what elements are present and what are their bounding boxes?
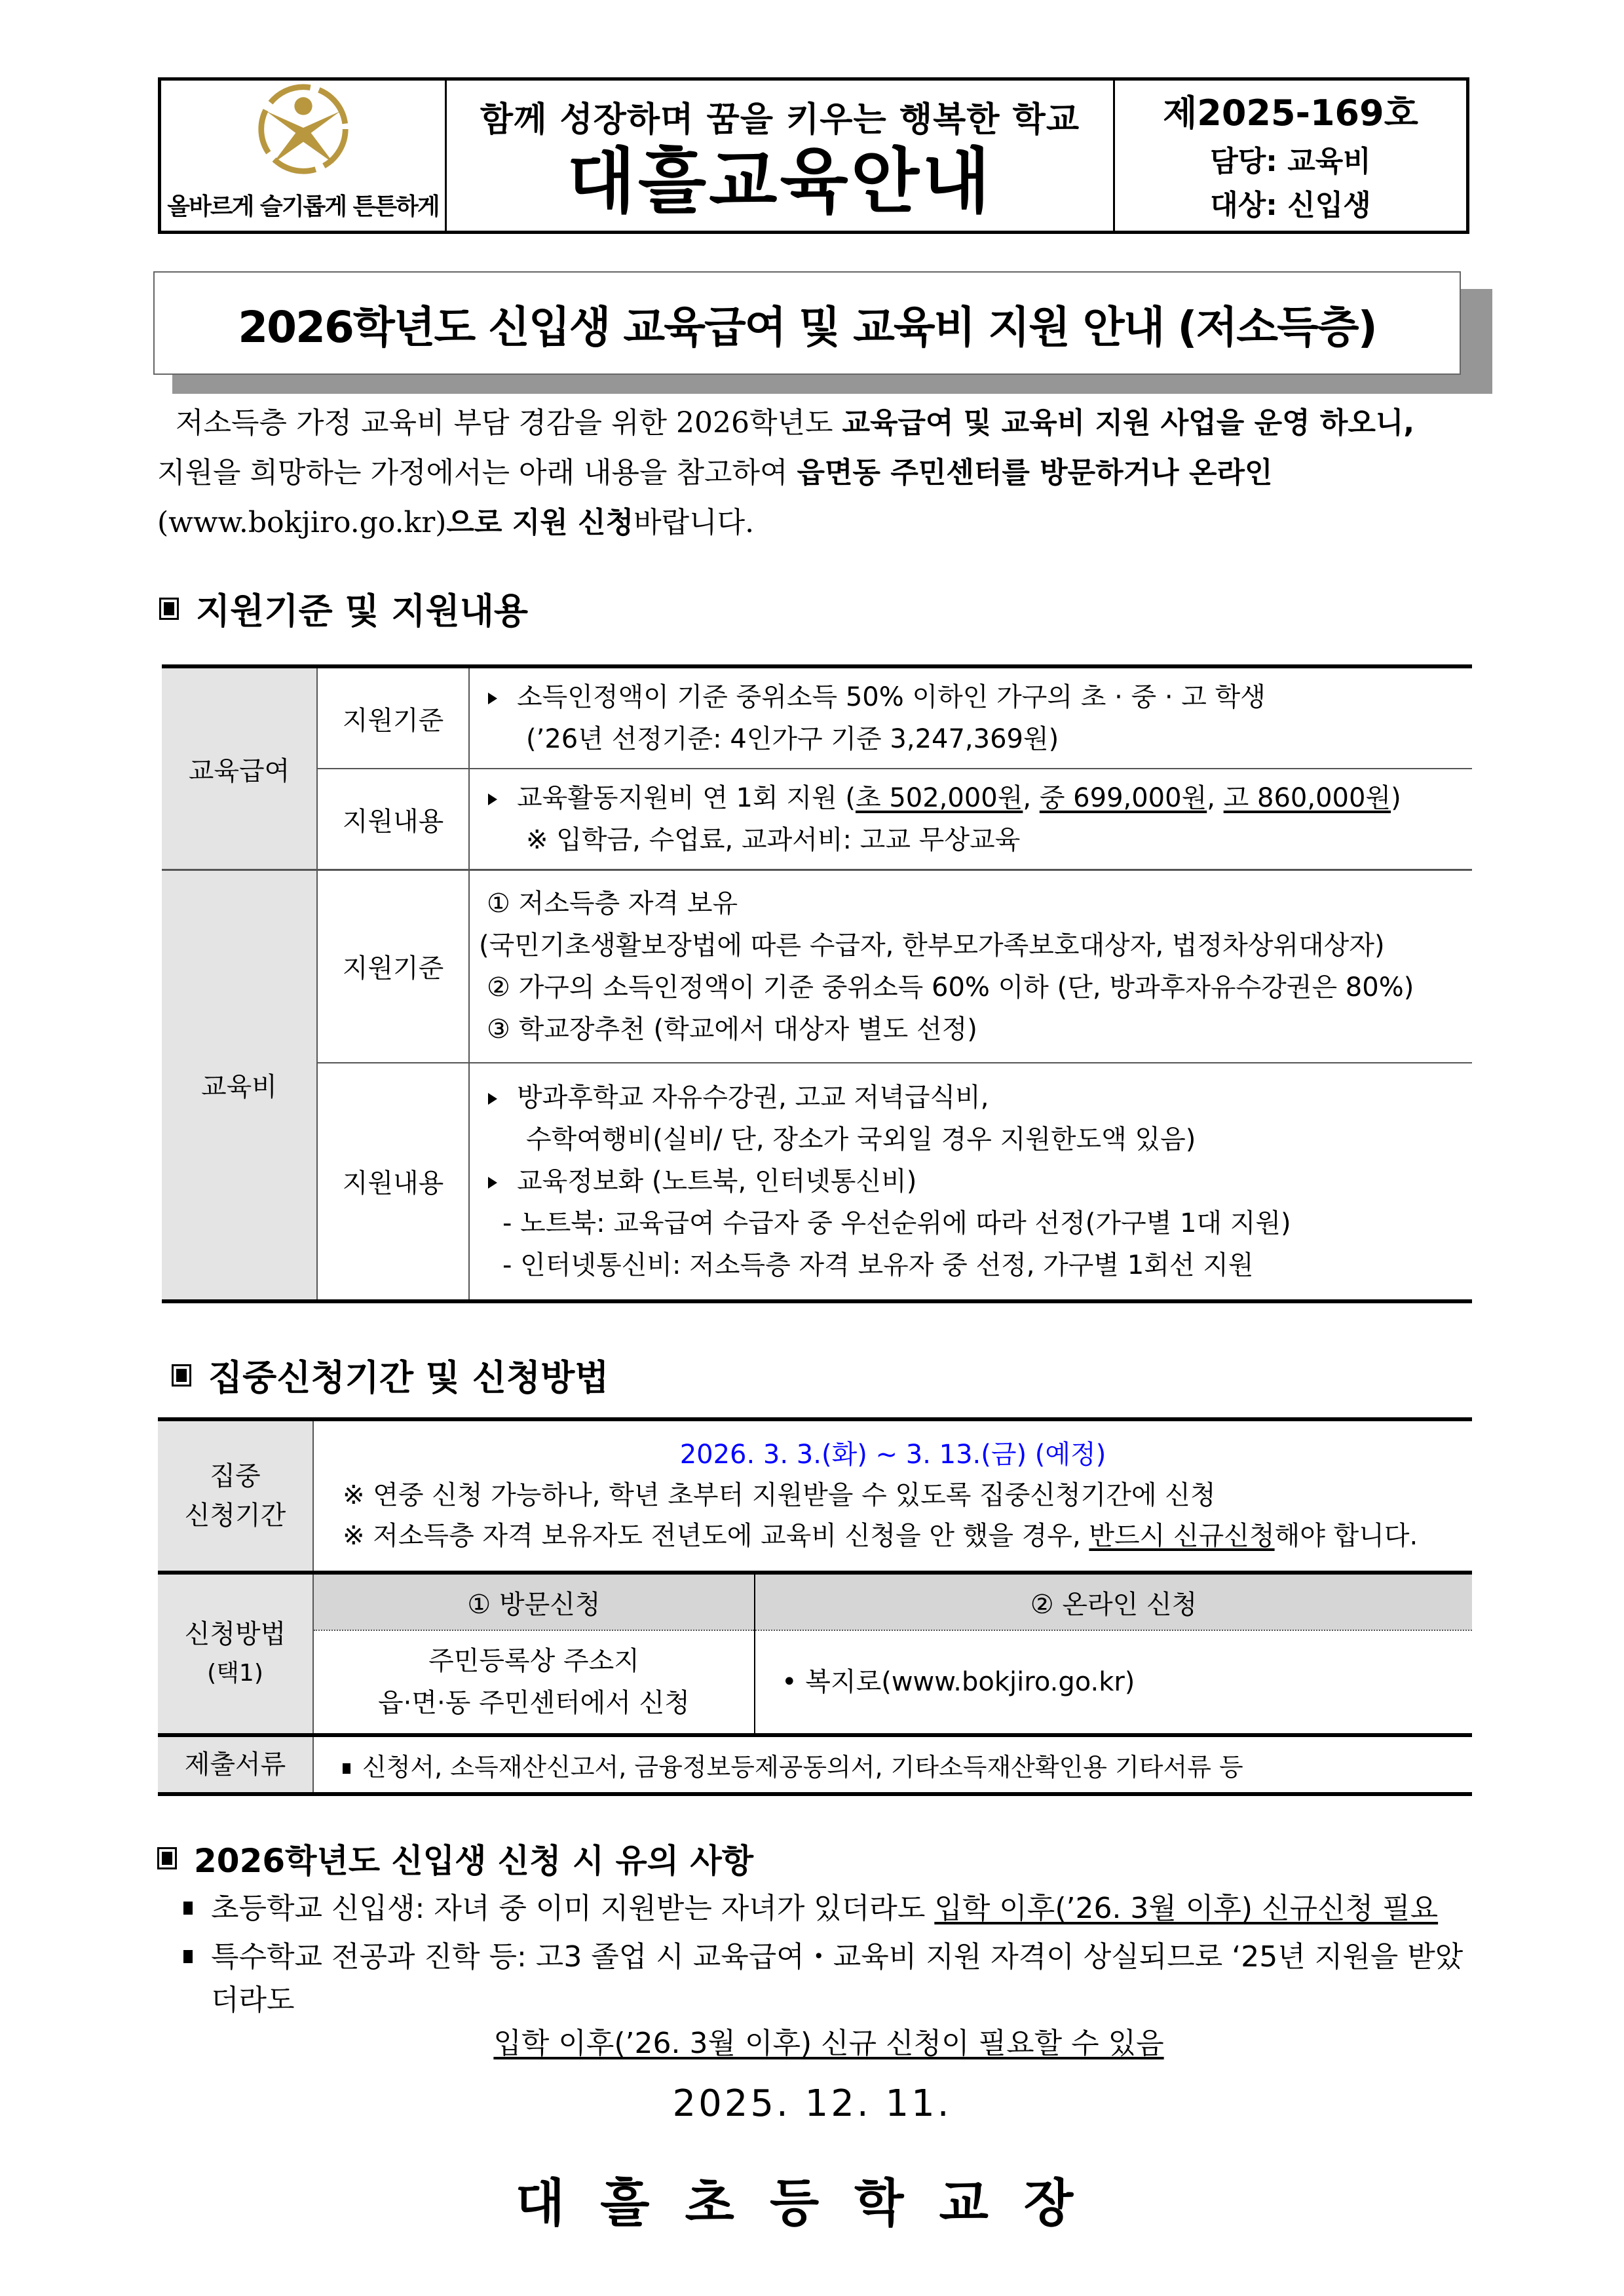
section-heading-notes: [157, 1835, 753, 1882]
period-note-2: ※ 저소득층 자격 보유자도 전년도에 교육비 신청을 안 했을 경우, 반드시 신규신청해야 합니다.: [343, 1521, 1418, 1551]
category-education-benefit: 교육급여: [162, 666, 317, 870]
application-period-cell: [313, 1419, 1472, 1573]
period-note-1: ※ 연중 신청 가능하나, 학년 초부터 지원받을 수 있도록 집중신청기간에 신청: [343, 1480, 1216, 1510]
section-bullet-icon: [159, 598, 179, 620]
square-bullet-icon: [183, 1950, 193, 1963]
edu-benefit-content: 교육활동지원비 연 1회 지원 (초 502,000원, 중 699,000원, 고 860,000원) ※ 입학금, 수업료, 교과서비: 고교 무상교육: [469, 769, 1472, 870]
method-visit-detail: 주민등록상 주소지 읍·면·동 주민센터에서 신청: [313, 1630, 755, 1735]
in-charge: 담당: 교육비: [1210, 144, 1371, 178]
category-education-expense: 교육비: [162, 870, 317, 1301]
label-application-period: 집중 신청기간: [158, 1419, 313, 1573]
section-heading-text: 집중신청기간 및 신청방법: [208, 1357, 609, 1398]
school-slogan: 함께 성장하며 꿈을 키우는 행복한 학교: [480, 100, 1080, 140]
method-online-detail: • 복지로(www.bokjiro.go.kr): [782, 1667, 1135, 1697]
note-item: 초등학교 신입생: 자녀 중 이미 지원받는 자녀가 있더라도 입학 이후(’26. 3월 이후) 신규신청 필요: [176, 1887, 1486, 1930]
intro-text: 지원을 희망하는 가정에서는 아래 내용을 참고하여: [157, 456, 797, 489]
section-heading-text: 2026학년도 신입생 신청 시 유의 사항: [194, 1842, 754, 1880]
document-title: 2026학년도 신입생 교육급여 및 교육비 지원 안내 (저소득층): [238, 301, 1376, 353]
support-criteria-table: [162, 664, 1472, 1303]
intro-text: 저소득층 가정 교육비 부담 경감을 위한 2026학년도: [175, 406, 842, 440]
required-documents: 신청서, 소득재산신고서, 금융정보등제공동의서, 기타소득재산확인용 기타서류 등: [313, 1735, 1472, 1794]
intro-emphasis: 교육급여 및 교육비 지원 사업을 운영 하오니,: [842, 406, 1415, 440]
school-emblem-icon: [251, 81, 356, 176]
intro-emphasis: 읍면동 주민센터를 방문하거나 온라인: [797, 456, 1273, 489]
intro-paragraph: [157, 398, 1471, 548]
label-content: 지원내용: [317, 769, 469, 870]
label-criteria: 지원기준: [317, 666, 469, 769]
notes-list: [176, 1887, 1486, 2065]
label-application-method: 신청방법 (택1): [158, 1573, 313, 1735]
school-logo-cell: [161, 81, 447, 231]
section-heading-application: [172, 1350, 609, 1400]
edu-benefit-criteria: 소득인정액이 기준 중위소득 50% 이하인 가구의 초 · 중 · 고 학생 (’26년 선정기준: 4인가구 기준 3,247,369원): [469, 666, 1472, 769]
label-documents: 제출서류: [158, 1735, 313, 1794]
square-bullet-icon: [183, 1902, 193, 1915]
issue-date: 2025. 12. 11.: [672, 2082, 952, 2125]
section-bullet-icon: [172, 1364, 191, 1387]
bokjiro-url: (www.bokjiro.go.kr): [157, 506, 447, 539]
note-item: 특수학교 전공과 진학 등: 고3 졸업 시 교육급여・교육비 지원 자격이 상실되므로 ‘25년 지원을 받았더라도 입학 이후(’26. 3월 이후) 신규 신청이 필요할 수 있음: [176, 1936, 1486, 2065]
triangle-bullet-icon: [488, 794, 497, 805]
document-header: [158, 77, 1469, 234]
section-heading-criteria: [159, 583, 528, 634]
edu-expense-content: 방과후학교 자유수강권, 고교 저녁급식비, 수학여행비(실비/ 단, 장소가 국외일 경우 지원한도액 있음) 교육정보화 (노트북, 인터넷통신비) - 노트북: 교육급여 수급자 중 우선순위에 따라 선정(가구별 1대 지원) - 인터넷통신비: 저소득층 자격 보유자 중 선정, 가구별 1회선 지원: [469, 1063, 1472, 1301]
header-meta-cell: [1115, 81, 1466, 231]
label-criteria: 지원기준: [317, 870, 469, 1063]
intro-text: 바랍니다.: [633, 506, 755, 539]
triangle-bullet-icon: [488, 1177, 497, 1189]
principal-signature: 대흘초등학교장: [515, 2174, 1109, 2233]
method-online-header: ② 온라인 신청: [755, 1573, 1472, 1630]
square-bullet-icon: [343, 1763, 350, 1774]
section-bullet-icon: [157, 1847, 177, 1869]
school-motto: 올바르게 슬기롭게 튼튼하게: [167, 193, 439, 220]
triangle-bullet-icon: [488, 1093, 497, 1105]
triangle-bullet-icon: [488, 693, 497, 704]
title-banner: [153, 271, 1461, 375]
target-audience: 대상: 신입생: [1210, 188, 1371, 222]
header-title-cell: [447, 81, 1115, 231]
label-content: 지원내용: [317, 1063, 469, 1301]
application-dates: 2026. 3. 3.(화) ~ 3. 13.(금) (예정): [679, 1440, 1106, 1470]
issue-number: 제2025-169호: [1163, 92, 1418, 134]
application-table: [158, 1417, 1472, 1796]
section-heading-text: 지원기준 및 지원내용: [196, 590, 529, 632]
intro-emphasis: 으로 지원 신청: [446, 506, 634, 539]
newsletter-title: 대흘교육안내: [567, 141, 993, 223]
edu-expense-criteria: ① 저소득층 자격 보유 (국민기초생활보장법에 따른 수급자, 한부모가족보호대상자, 법정차상위대상자) ② 가구의 소득인정액이 기준 중위소득 60% 이하 (단, 방과후자유수강권은 80%) ③ 학교장추천 (학교에서 대상자 별도 선정): [469, 870, 1472, 1063]
method-visit-header: ① 방문신청: [313, 1573, 755, 1630]
